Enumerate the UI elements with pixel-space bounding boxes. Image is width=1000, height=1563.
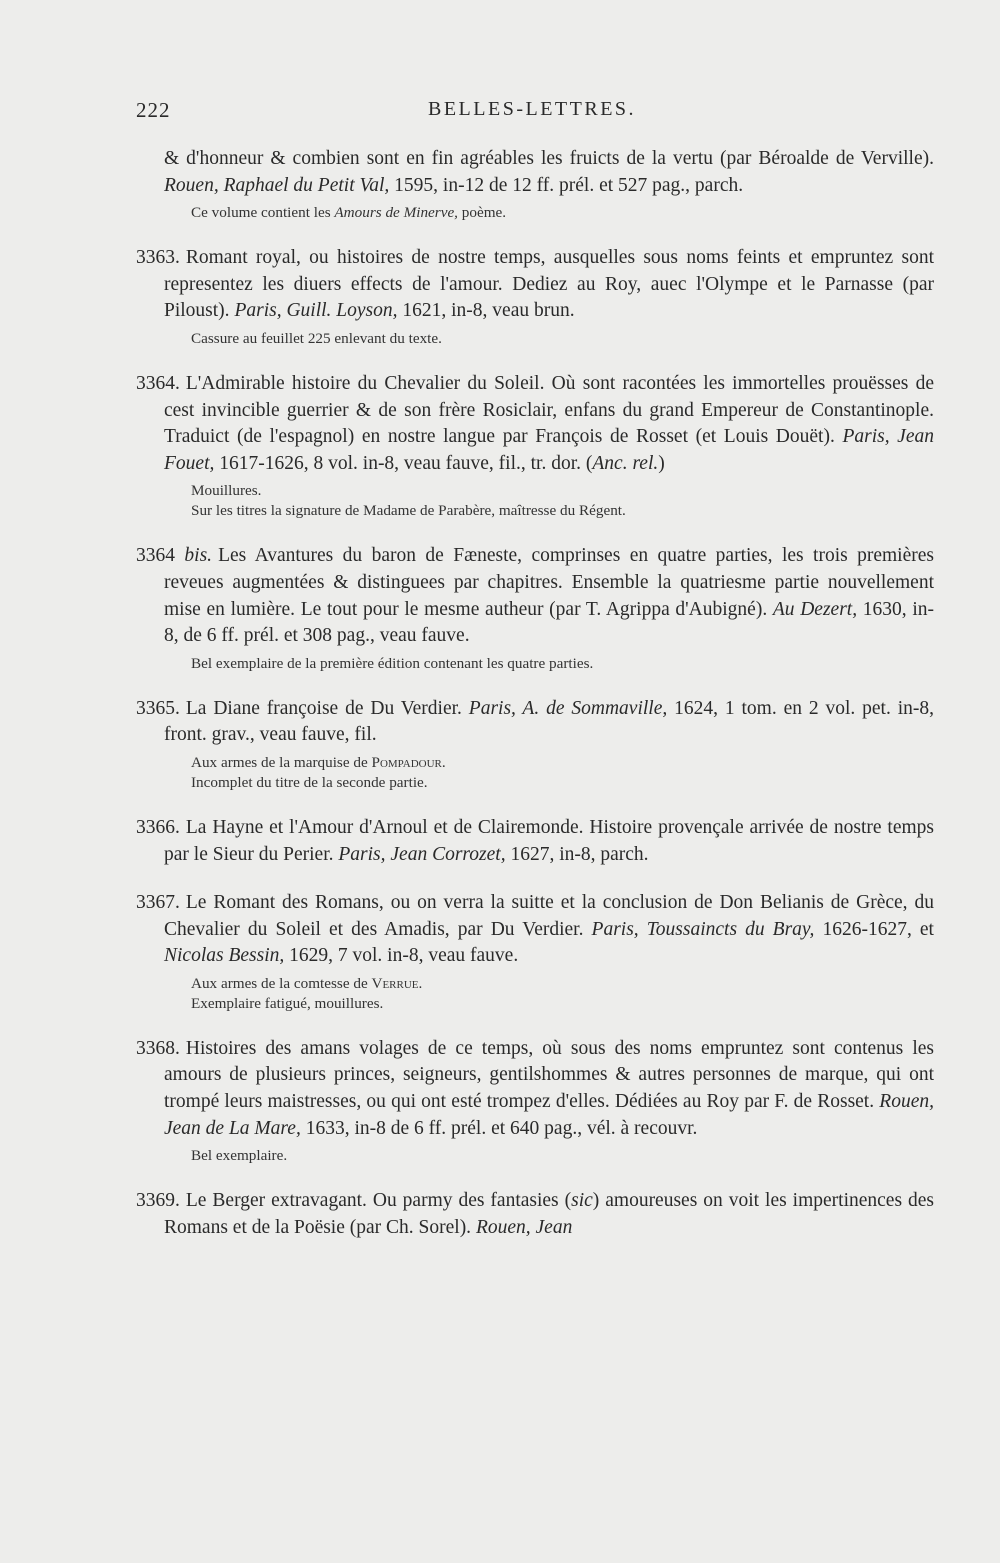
entry-text-segment: Rouen, Jean bbox=[475, 1216, 573, 1238]
catalogue-entries bbox=[136, 146, 934, 1241]
entry-text-segment: 1627, in-8, parch. bbox=[505, 843, 649, 865]
entry-note bbox=[191, 753, 934, 773]
catalogue-entry bbox=[164, 146, 934, 223]
entry-number: 3363. bbox=[136, 247, 180, 269]
entry-number: 3364. bbox=[136, 372, 180, 394]
note-segment: Verrue. bbox=[371, 974, 423, 992]
entry-note bbox=[191, 994, 934, 1014]
entry-note bbox=[191, 1146, 934, 1166]
entry-text-segment: ) bbox=[658, 452, 665, 474]
note-segment: Sur les titres la signature de Madame de Parabère, maîtresse du Régent. bbox=[191, 502, 626, 520]
entry-number: 3365. bbox=[136, 697, 180, 719]
entry-text-segment: 1629, 7 vol. in-8, veau fauve. bbox=[284, 945, 519, 967]
note-segment: poème. bbox=[457, 204, 507, 222]
entry-text-segment: 1595, in-12 de 12 ff. prél. et 527 pag., parch. bbox=[389, 174, 744, 196]
entry-text-segment: Le Berger extravagant. Ou parmy des fantasies ( bbox=[185, 1190, 572, 1212]
entry-text-segment: 1630, in-8, de 6 ff. prél. et 308 pag., veau fauve. bbox=[164, 598, 934, 647]
entry-text-segment: Au Dezert, bbox=[772, 598, 858, 620]
entry-text bbox=[136, 543, 934, 649]
note-segment: Mouillures. bbox=[191, 482, 262, 500]
entry-text-segment: Histoires des amans volages de ce temps, où sous des noms empruntez sont contenus les amours de plusieurs princes, seigneurs, gentilshommes & autres personnes de marque, qui ont trompé leurs maistresses, ou qui ont esté trompez d'elles. Dédiées au Roy par F. de Rosset. bbox=[164, 1037, 934, 1113]
note-segment: Ce volume contient les bbox=[191, 204, 335, 222]
page-header bbox=[0, 98, 1000, 132]
entry-text bbox=[136, 696, 934, 749]
entry-text-segment: Paris, Toussaincts du Bray, bbox=[591, 918, 815, 940]
entry-text-segment: Le Romant des Romans, ou on verra la suitte et la conclusion de Don Belianis de Grèce, du Chevalier du Soleil et des Amadis, par Du Verdier. bbox=[164, 892, 934, 940]
note-segment: Aux armes de la marquise de bbox=[191, 753, 372, 771]
catalogue-entry bbox=[136, 696, 934, 793]
note-segment: Exemplaire fatigué, mouillures. bbox=[191, 994, 384, 1012]
catalogue-entry bbox=[136, 1188, 934, 1241]
note-segment: Pompadour. bbox=[371, 753, 446, 771]
note-segment: Bel exemplaire de la première édition contenant les quatre parties. bbox=[191, 654, 594, 672]
entry-note bbox=[191, 501, 934, 521]
entry-text-segment: 1624, 1 tom. en 2 vol. pet. in-8, front. grav., veau fauve, fil. bbox=[164, 697, 934, 746]
entry-text bbox=[136, 1036, 934, 1142]
catalogue-entry bbox=[136, 890, 934, 1014]
entry-text-segment: 1633, in-8 de 6 ff. prél. et 640 pag., vél. à recouvr. bbox=[300, 1117, 698, 1139]
entry-text-segment: 1617-1626, 8 vol. in-8, veau fauve, fil., tr. dor. ( bbox=[214, 452, 593, 474]
note-segment: Cassure au feuillet 225 enlevant du texte. bbox=[191, 329, 442, 347]
entry-text-segment: Nicolas Bessin, bbox=[164, 945, 285, 967]
entry-text bbox=[136, 245, 934, 325]
entry-text bbox=[136, 890, 934, 970]
entry-text-segment: Romant royal, ou histoires de nostre temps, ausquelles sous noms feints et empruntez sont representez les diuers effects de l'amour. Dediez au Roy, auec l'Olympe et le Parnasse (par Piloust). bbox=[164, 247, 934, 322]
entry-text-segment: sic bbox=[571, 1190, 593, 1212]
note-segment: Aux armes de la comtesse de bbox=[191, 974, 372, 992]
running-title: BELLES-LETTRES. bbox=[428, 98, 637, 120]
entry-text-segment: Les Avantures du baron de Fæneste, comprinses en quatre parties, les trois premières reveues augmentées & distinguees par chapitres. Ensemble la quatriesme partie nouvellement mise en lumière. Le tout pour le mesme autheur (par T. Agrippa d'Aubigné). bbox=[164, 545, 934, 620]
entry-number: 3364 bis. bbox=[136, 545, 213, 567]
entry-text-segment: 1621, in-8, veau brun. bbox=[397, 300, 575, 322]
entry-note bbox=[191, 329, 934, 349]
entry-text-segment: 1626-1627, et bbox=[814, 918, 934, 940]
entry-note bbox=[191, 974, 934, 994]
entry-text-segment: Paris, Jean Corrozet, bbox=[338, 843, 506, 865]
entry-text-segment: L'Admirable histoire du Chevalier du Soleil. Où sont racontées les immortelles prouësses de cest invincible guerrier & de son frère Rosiclair, enfans du grand Empereur de Constantinople. Traduict (de l'espagnol) en nostre langue par François de Rosset (et Louis Douët). bbox=[164, 372, 934, 448]
entry-text-segment: & d'honneur & combien sont en fin agréables les fruicts de la vertu (par Béroalde de Verville). bbox=[164, 148, 934, 169]
entry-number: 3368. bbox=[136, 1037, 180, 1059]
entry-text bbox=[136, 1188, 934, 1241]
entry-text-segment: Anc. rel. bbox=[592, 452, 659, 474]
page-number: 222 bbox=[136, 98, 171, 122]
entry-text-segment: Rouen, Jean de La Mare, bbox=[164, 1091, 934, 1139]
entry-number: 3369. bbox=[136, 1190, 180, 1212]
entry-number: 3366. bbox=[136, 816, 180, 838]
catalogue-entry bbox=[136, 1036, 934, 1166]
catalogue-entry bbox=[136, 815, 934, 868]
entry-note bbox=[191, 203, 934, 223]
entry-text-segment: Paris, Guill. Loyson, bbox=[234, 300, 398, 322]
entry-text-segment: Paris, A. de Sommaville, bbox=[468, 697, 668, 719]
catalogue-entry bbox=[136, 371, 934, 521]
catalogue-entry bbox=[136, 543, 934, 673]
catalogue-entry bbox=[136, 245, 934, 349]
entry-text-segment: ) amoureuses on voit les impertinences des Romans et de la Poësie (par Ch. Sorel). bbox=[164, 1190, 934, 1238]
entry-note bbox=[191, 654, 934, 674]
entry-number: 3367. bbox=[136, 892, 180, 914]
entry-text bbox=[164, 146, 934, 199]
note-segment: Incomplet du titre de la seconde partie. bbox=[191, 773, 428, 791]
entry-note bbox=[191, 773, 934, 793]
entry-text-segment: Paris, Jean Fouet, bbox=[164, 426, 934, 474]
entry-text-segment: La Hayne et l'Amour d'Arnoul et de Clairemonde. Histoire provençale arrivée de nostre temps par le Sieur du Perier. bbox=[164, 816, 934, 865]
entry-text-segment: La Diane françoise de Du Verdier. bbox=[185, 697, 469, 719]
entry-text-segment: Rouen, Raphael du Petit Val, bbox=[164, 174, 390, 196]
note-segment: Amours de Minerve, bbox=[334, 204, 458, 222]
entry-note bbox=[191, 481, 934, 501]
entry-text bbox=[136, 371, 934, 477]
entry-text bbox=[136, 815, 934, 868]
note-segment: Bel exemplaire. bbox=[191, 1147, 288, 1165]
